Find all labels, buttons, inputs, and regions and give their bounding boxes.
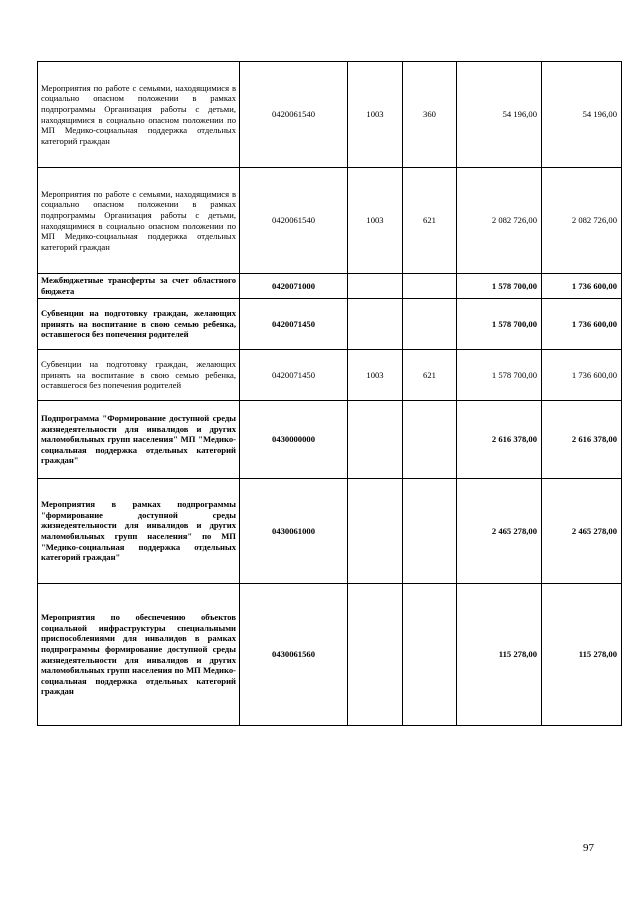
row-sum1: 2 082 726,00 [457,168,542,274]
table-row [38,168,622,274]
row-name: Субвенции на подготовку граждан, желающих принять на воспитание в свою семью ребенка, оставшегося без попечения родителей [38,350,240,401]
row-sum2: 2 082 726,00 [542,168,622,274]
table-row [38,584,622,726]
row-sum2: 54 196,00 [542,62,622,168]
row-vr [403,584,457,726]
row-sum1: 1 578 700,00 [457,299,542,350]
row-csr: 0420061540 [240,62,348,168]
row-section: 1003 [348,350,403,401]
row-name: Мероприятия по работе с семьями, находящимися в социально опасном положении в рамках подпрограммы Организация работы с детьми, находящимися в социально опасном положении по МП Медико-социальная поддержка отдельных категорий граждан [38,62,240,168]
row-csr: 0420071450 [240,299,348,350]
row-csr: 0420071450 [240,350,348,401]
row-vr: 621 [403,168,457,274]
row-section [348,479,403,584]
row-section: 1003 [348,168,403,274]
row-section [348,401,403,479]
table-row [38,479,622,584]
row-section [348,274,403,299]
row-vr: 621 [403,350,457,401]
table-row [38,401,622,479]
row-vr [403,274,457,299]
budget-table [37,61,622,726]
row-vr [403,479,457,584]
table-row [38,62,622,168]
row-vr: 360 [403,62,457,168]
table-row [38,299,622,350]
row-name: Межбюджетные трансферты за счет областного бюджета [38,274,240,299]
row-sum1: 2 616 378,00 [457,401,542,479]
row-name: Подпрограмма "Формирование доступной среды жизнедеятельности для инвалидов и других маломобильных групп населения" МП "Медико-социальная поддержка отдельных категорий граждан" [38,401,240,479]
row-name: Мероприятия в рамках подпрограммы "формирование доступной среды жизнедеятельности для инвалидов и других маломобильных групп населения" по МП "Медико-социальная поддержка отдельных категорий граждан" [38,479,240,584]
row-name: Мероприятия по обеспечению объектов социальной инфраструктуры специальными приспособлениями для инвалидов в рамках подпрограммы формирование доступной среды жизнедеятельности для инвалидов и других маломобильных групп населения по МП Медико-социальная поддержка отдельных категорий граждан [38,584,240,726]
row-csr: 0420061540 [240,168,348,274]
row-sum1: 1 578 700,00 [457,274,542,299]
row-csr: 0430061000 [240,479,348,584]
row-sum2: 2 616 378,00 [542,401,622,479]
row-sum1: 1 578 700,00 [457,350,542,401]
row-section [348,299,403,350]
row-csr: 0430061560 [240,584,348,726]
row-sum2: 1 736 600,00 [542,274,622,299]
row-section: 1003 [348,62,403,168]
row-name: Мероприятия по работе с семьями, находящимися в социально опасном положении в рамках подпрограммы Организация работы с детьми, находящимися в социально опасном положении по МП Медико-социальная поддержка отдельных категорий граждан [38,168,240,274]
row-sum1: 54 196,00 [457,62,542,168]
row-sum1: 2 465 278,00 [457,479,542,584]
row-csr: 0420071000 [240,274,348,299]
row-vr [403,299,457,350]
row-sum2: 1 736 600,00 [542,299,622,350]
table-row [38,274,622,299]
table-row [38,350,622,401]
row-vr [403,401,457,479]
page-number: 97 [583,842,594,854]
row-section [348,584,403,726]
row-sum2: 2 465 278,00 [542,479,622,584]
row-sum2: 1 736 600,00 [542,350,622,401]
row-name: Субвенции на подготовку граждан, желающих принять на воспитание в свою семью ребенка, оставшегося без попечения родителей [38,299,240,350]
row-sum1: 115 278,00 [457,584,542,726]
row-sum2: 115 278,00 [542,584,622,726]
row-csr: 0430000000 [240,401,348,479]
